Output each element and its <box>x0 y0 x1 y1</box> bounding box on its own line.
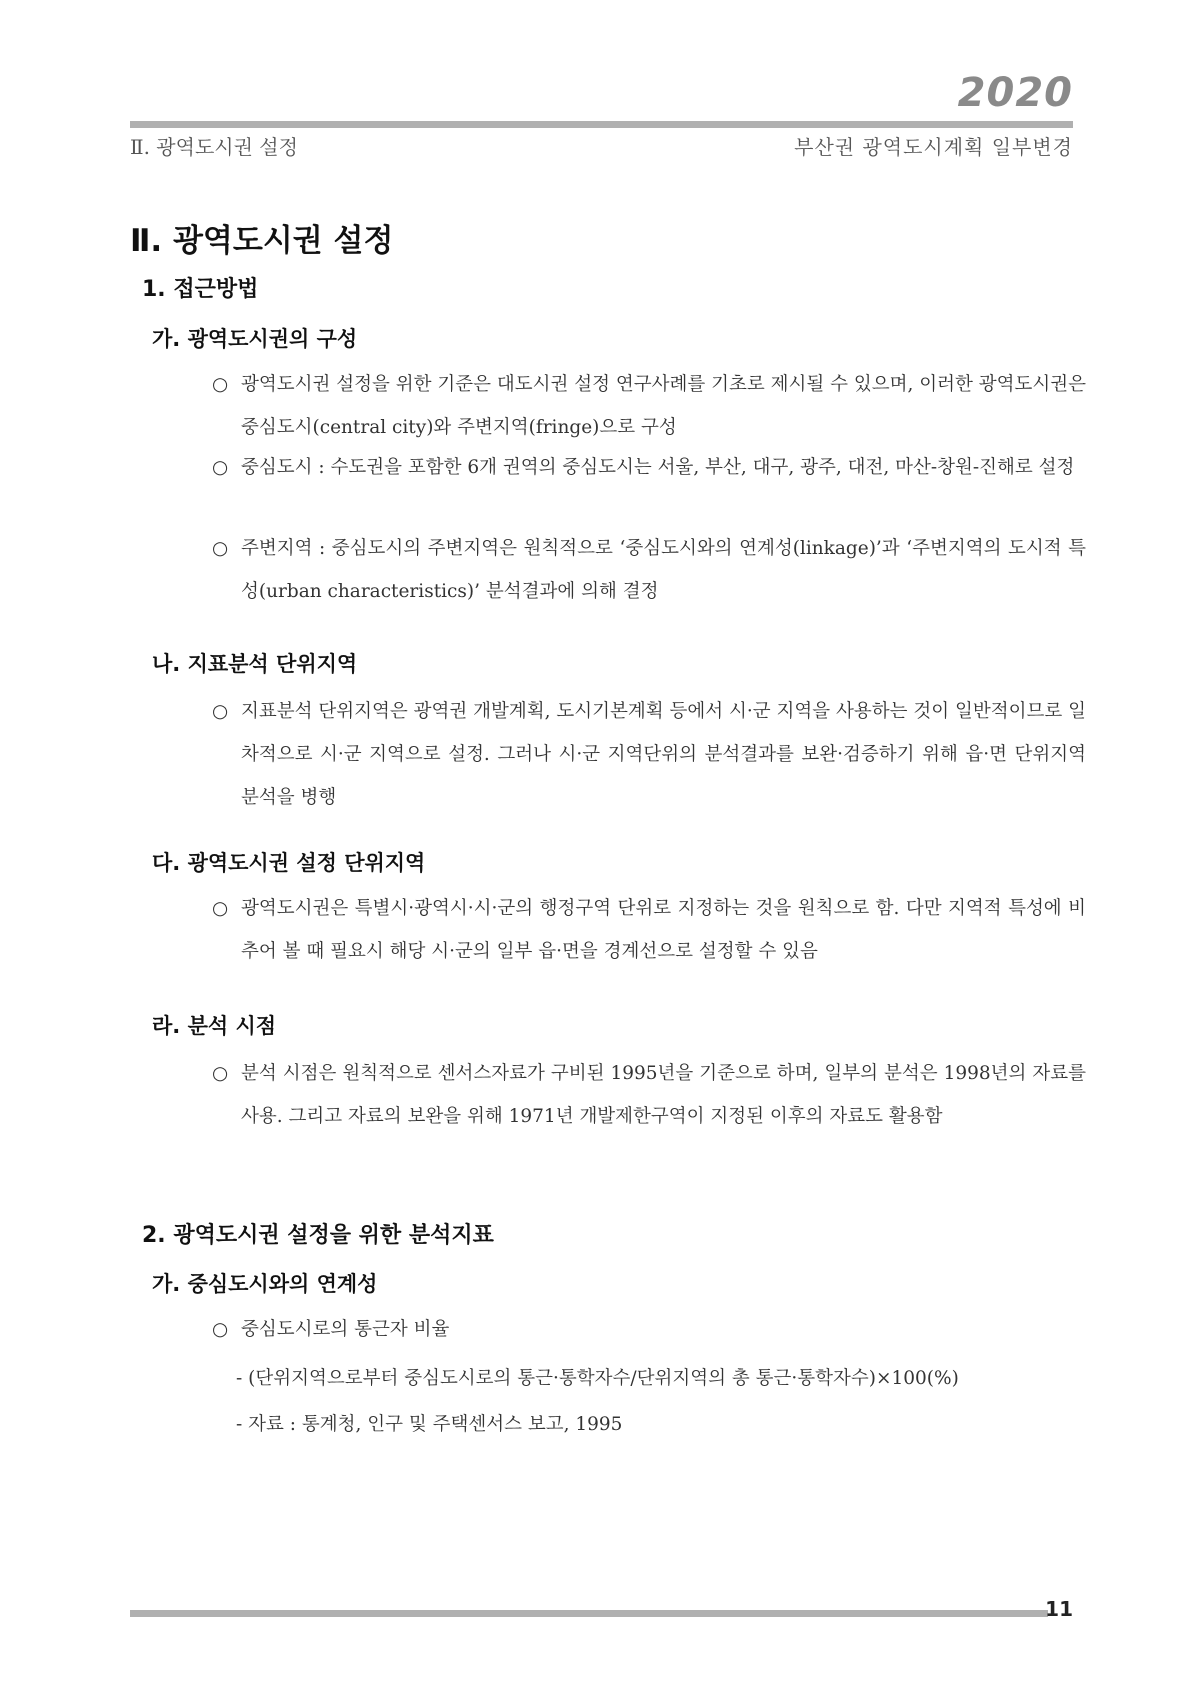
bullet-mark: ○ <box>212 538 229 559</box>
bullet-paragraph <box>212 446 1086 489</box>
header-document-title: 부산권 광역도시계획 일부변경 <box>794 135 1073 159</box>
subsection-heading-da: 다. 광역도시권 설정 단위지역 <box>152 851 426 875</box>
header-rule <box>130 121 1073 128</box>
header-year: 2020 <box>957 70 1073 116</box>
bullet-mark: ○ <box>212 701 229 722</box>
paragraph-text: 분석 시점은 원칙적으로 센서스자료가 구비된 1995년을 기준으로 하며, 일부의 분석은 1998년의 자료를 사용. 그리고 자료의 보완을 위해 1971년 개발제한구역이 지정된 이후의 자료도 활용함 <box>241 1063 1086 1127</box>
paragraph-text: 광역도시권 설정을 위한 기준은 대도시권 설정 연구사례를 기초로 제시될 수 있으며, 이러한 광역도시권은 중심도시(central city)와 주변지역(fringe)으로 구성 <box>241 374 1086 438</box>
bullet-mark: ○ <box>212 457 229 478</box>
bullet-mark: ○ <box>212 1319 229 1340</box>
bullet-mark: ○ <box>212 898 229 919</box>
subsection-heading-ga: 가. 광역도시권의 구성 <box>152 327 358 351</box>
bullet-paragraph <box>212 527 1086 613</box>
source-line: - 자료 : 통계청, 인구 및 주택센서스 보고, 1995 <box>236 1414 623 1435</box>
formula-line: - (단위지역으로부터 중심도시로의 통근·통학자수/단위지역의 총 통근·통학자수)×100(%) <box>236 1368 959 1389</box>
footer-rule <box>130 1610 1048 1617</box>
header-chapter: Ⅱ. 광역도시권 설정 <box>130 135 298 159</box>
chapter-title: Ⅱ. 광역도시권 설정 <box>130 223 394 259</box>
page-number: 11 <box>1045 1597 1073 1621</box>
bullet-paragraph <box>212 363 1086 449</box>
paragraph-text: 중심도시 : 수도권을 포함한 6개 권역의 중심도시는 서울, 부산, 대구, 광주, 대전, 마산-창원-진해로 설정 <box>241 457 1075 478</box>
subsection-heading-linkage: 가. 중심도시와의 연계성 <box>152 1272 378 1296</box>
paragraph-text: 중심도시로의 통근자 비율 <box>241 1319 450 1340</box>
paragraph-text: 광역도시권은 특별시·광역시·시·군의 행정구역 단위로 지정하는 것을 원칙으로 함. 다만 지역적 특성에 비추어 볼 때 필요시 해당 시·군의 일부 읍·면을 경계선으로 설정할 수 있음 <box>241 898 1086 962</box>
bullet-paragraph <box>212 1052 1086 1138</box>
subsection-heading-na: 나. 지표분석 단위지역 <box>152 652 358 676</box>
section-heading-2: 2. 광역도시권 설정을 위한 분석지표 <box>142 1223 494 1248</box>
section-heading-1: 1. 접근방법 <box>142 277 259 302</box>
bullet-paragraph <box>212 887 1086 973</box>
paragraph-text: 지표분석 단위지역은 광역권 개발계획, 도시기본계획 등에서 시·군 지역을 사용하는 것이 일반적이므로 일차적으로 시·군 지역으로 설정. 그러나 시·군 지역단위의 분석결과를 보완·검증하기 위해 읍·면 단위지역 분석을 병행 <box>241 701 1086 808</box>
bullet-paragraph <box>212 690 1086 819</box>
subsection-heading-ra: 라. 분석 시점 <box>152 1014 277 1038</box>
bullet-mark: ○ <box>212 374 229 395</box>
bullet-paragraph <box>212 1308 1086 1351</box>
paragraph-text: 주변지역 : 중심도시의 주변지역은 원칙적으로 ‘중심도시와의 연계성(linkage)’과 ‘주변지역의 도시적 특성(urban characteristics)’ 분석결과에 의해 결정 <box>241 538 1086 602</box>
bullet-mark: ○ <box>212 1063 229 1084</box>
